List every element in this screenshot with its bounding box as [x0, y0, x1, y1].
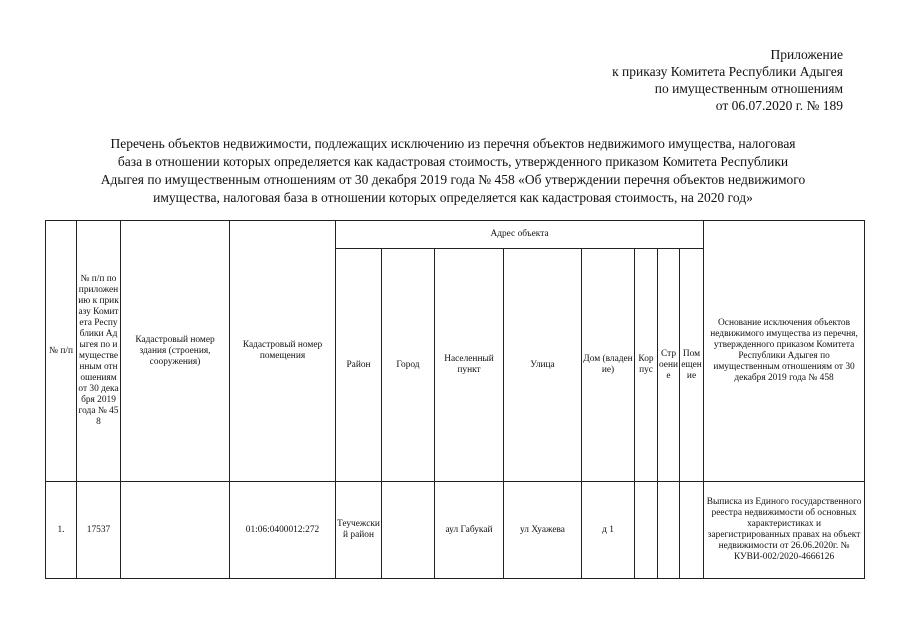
- objects-table: [45, 220, 865, 579]
- title-line: Адыгея по имущественным отношениям от 30 декабря 2019 года № 458 «Об утверждении перечня объектов недвижимого: [100, 172, 806, 187]
- header-korpus: Корпус: [635, 249, 658, 482]
- appendix-line: от 06.07.2020 г. № 189: [715, 98, 843, 113]
- appendix-line: к приказу Комитета Республики Адыгея: [612, 64, 843, 79]
- header-pomeshchenie: Помещение: [680, 249, 704, 482]
- header-cad-building: Кадастровый номер здания (строения, сооружения): [121, 221, 230, 482]
- header-num-in-list: № п/п по приложению к приказу Комитета Республики Адыгея по имущественным отношениям от 30 декабря 2019 года № 458: [77, 221, 121, 482]
- title-line: имущества, налоговая база в отношении которых определяется как кадастровая стоимость, на 2020 год»: [153, 190, 753, 205]
- cell-stroenie: [658, 482, 680, 579]
- title-line: Перечень объектов недвижимости, подлежащих исключению из перечня объектов недвижимого имущества, налоговая: [110, 136, 796, 151]
- cell-cad-room: 01:06:0400012:272: [230, 482, 336, 579]
- table-header-row: [46, 221, 865, 249]
- header-city: Город: [382, 249, 435, 482]
- header-basis: Основание исключения объектов недвижимого имущества из перечня, утвержденного приказом Комитета Республики Адыгея по имущественным отношениям от 30 декабря 2019 года № 458: [704, 221, 865, 482]
- appendix-header: [612, 46, 843, 114]
- cell-korpus: [635, 482, 658, 579]
- cell-num-in-list: 17537: [77, 482, 121, 579]
- cell-house: д 1: [582, 482, 635, 579]
- cell-pomeshchenie: [680, 482, 704, 579]
- cell-basis: Выписка из Единого государственного реестра недвижимости об основных характеристиках и зарегистрированных правах на объект недвижимости от 26.06.2020г. № КУВИ-002/2020-4666126: [704, 482, 865, 579]
- header-cad-room: Кадастровый номер помещения: [230, 221, 336, 482]
- cell-cad-building: [121, 482, 230, 579]
- header-stroenie: Строение: [658, 249, 680, 482]
- cell-district: Теучежский район: [336, 482, 382, 579]
- appendix-line: Приложение: [770, 47, 843, 62]
- title-line: база в отношении которых определяется как кадастровая стоимость, утвержденного приказом Комитета Республики: [117, 154, 789, 169]
- document-title: [48, 135, 858, 207]
- table-row: [46, 482, 865, 579]
- header-num: № п/п: [46, 221, 77, 482]
- header-street: Улица: [504, 249, 582, 482]
- appendix-line: по имущественным отношениям: [654, 81, 843, 96]
- header-house: Дом (владение): [582, 249, 635, 482]
- cell-city: [382, 482, 435, 579]
- header-address: Адрес объекта: [336, 221, 704, 249]
- header-settlement: Населенный пункт: [435, 249, 504, 482]
- cell-settlement: аул Габукай: [435, 482, 504, 579]
- header-district: Район: [336, 249, 382, 482]
- cell-street: ул Хуажева: [504, 482, 582, 579]
- cell-num: 1.: [46, 482, 77, 579]
